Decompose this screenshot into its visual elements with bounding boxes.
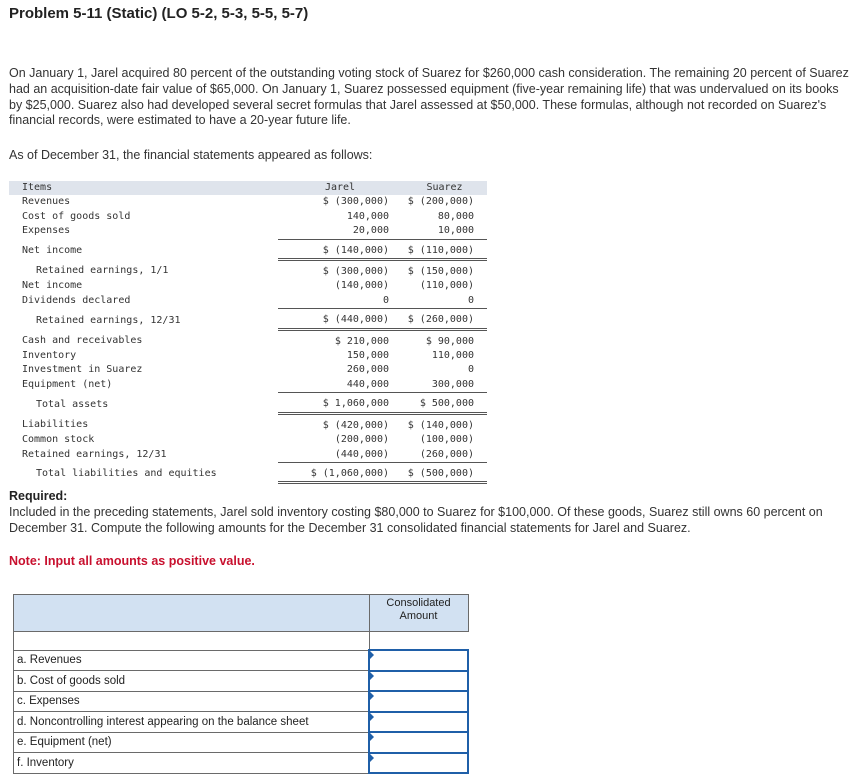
answer-row: [14, 671, 469, 692]
suarez-value: 10,000: [402, 224, 487, 239]
answer-label: e. Equipment (net): [14, 732, 370, 753]
suarez-value: 300,000: [402, 378, 487, 393]
answer-cell: [369, 650, 468, 671]
table-row: [9, 462, 487, 482]
row-label: Retained earnings, 12/31: [22, 448, 167, 460]
row-label: Net income: [22, 280, 83, 292]
answer-row: [14, 712, 469, 733]
revenues-input[interactable]: [370, 651, 467, 670]
table-row: [9, 260, 487, 280]
jarel-value: 260,000: [346, 364, 389, 376]
cost-of-goods-sold-input[interactable]: [370, 672, 467, 691]
suarez-value: $ 90,000: [425, 335, 474, 347]
row-label: Expenses: [22, 225, 71, 237]
answer-label: a. Revenues: [14, 650, 370, 671]
row-label: Liabilities: [22, 418, 89, 430]
answer-cell: [369, 691, 468, 712]
row-label: Dividends declared: [22, 295, 131, 307]
table-row: [9, 309, 487, 329]
input-marker-icon: [369, 671, 374, 681]
table-row: [9, 393, 487, 413]
noncontrolling-interest-input[interactable]: [370, 713, 467, 732]
jarel-value: $ (1,060,000): [278, 462, 402, 482]
table-row: [9, 329, 487, 349]
answer-header-blank: [14, 595, 370, 632]
jarel-value: $ (440,000): [278, 309, 402, 329]
row-label: Equipment (net): [22, 379, 113, 391]
table-row: [9, 239, 487, 259]
as-of-text: As of December 31, the financial statements appeared as follows:: [9, 148, 373, 162]
row-label: Cash and receivables: [22, 334, 143, 346]
jarel-value: (140,000): [334, 280, 389, 292]
suarez-value: 80,000: [437, 210, 474, 222]
input-marker-icon: [369, 753, 374, 763]
table-row: [9, 433, 487, 447]
jarel-value: $ (140,000): [278, 239, 402, 259]
row-label: Revenues: [22, 196, 71, 208]
jarel-value: 150,000: [346, 350, 389, 362]
suarez-value: $ (500,000): [402, 462, 487, 482]
row-label: Retained earnings, 1/1: [36, 265, 169, 277]
jarel-value: 0: [278, 294, 402, 309]
problem-intro: On January 1, Jarel acquired 80 percent of the outstanding voting stock of Suarez for $260,000 cash consideration. The remaining 20 percent of Suarez had an acquisition-date fair value of $65,000. On January 1, Suarez possessed equipment (five-year remaining life) that was undervalued on its books by $25,000. Suarez also had developed several secret formulas that Jarel assessed at $50,000. These formulas, although not recorded on Suarez's financial records, were estimated to have a 20-year future life.: [9, 66, 849, 128]
answer-header-row: [14, 595, 469, 632]
required-text: Included in the preceding statements, Jarel sold inventory costing $80,000 to Suarez for $100,000. Of these goods, Suarez still owns 60 percent on December 31. Compute the following amounts for the December 31 consolidated financial statements for Jarel and Suarez.: [9, 505, 823, 535]
answer-table: [13, 594, 469, 774]
table-row: [9, 448, 487, 463]
input-marker-icon: [369, 732, 374, 742]
answer-cell: [369, 712, 468, 733]
table-row: [9, 363, 487, 377]
consolidated-amount-header: Consolidated Amount: [369, 595, 468, 632]
jarel-value: $ 1,060,000: [278, 393, 402, 413]
equipment-input[interactable]: [370, 733, 467, 752]
answer-label: f. Inventory: [14, 753, 370, 774]
answer-row: [14, 753, 469, 774]
answer-row: [14, 650, 469, 671]
financial-statements-table: [9, 181, 487, 484]
suarez-value: $ (150,000): [407, 266, 474, 278]
answer-cell: [369, 753, 468, 774]
answer-label: d. Noncontrolling interest appearing on the balance sheet: [14, 712, 370, 733]
jarel-value: 440,000: [278, 378, 402, 393]
answer-cell: [369, 732, 468, 753]
jarel-value: $ (420,000): [322, 419, 389, 431]
table-row: [9, 378, 487, 393]
row-label: Total assets: [36, 398, 109, 410]
jarel-value: (440,000): [278, 448, 402, 463]
note-text: Note: Input all amounts as positive value.: [9, 554, 255, 568]
suarez-header: Suarez: [402, 181, 487, 195]
answer-label: b. Cost of goods sold: [14, 671, 370, 692]
problem-title: Problem 5-11 (Static) (LO 5-2, 5-3, 5-5, 5-7): [9, 5, 309, 22]
items-header: Items: [9, 181, 278, 195]
suarez-value: $ (140,000): [407, 419, 474, 431]
jarel-header: Jarel: [278, 181, 402, 195]
input-marker-icon: [369, 691, 374, 701]
table-header-row: [9, 181, 487, 195]
inventory-input[interactable]: [370, 754, 467, 773]
row-label: Common stock: [22, 434, 95, 446]
row-label: Cost of goods sold: [22, 210, 131, 222]
input-marker-icon: [369, 712, 374, 722]
jarel-value: $ (300,000): [322, 196, 389, 208]
suarez-value: (100,000): [419, 434, 474, 446]
table-row: [9, 210, 487, 224]
row-label: Net income: [22, 245, 83, 257]
suarez-value: (260,000): [402, 448, 487, 463]
input-marker-icon: [369, 650, 374, 660]
row-label: Retained earnings, 12/31: [36, 314, 181, 326]
suarez-value: $ (110,000): [402, 239, 487, 259]
suarez-value: 0: [467, 364, 474, 376]
suarez-value: 110,000: [431, 350, 474, 362]
jarel-value: 140,000: [346, 210, 389, 222]
jarel-value: 20,000: [278, 224, 402, 239]
table-row: [9, 294, 487, 309]
table-row: [9, 279, 487, 293]
answer-row: [14, 691, 469, 712]
row-label: Total liabilities and equities: [36, 468, 217, 480]
answer-label: c. Expenses: [14, 691, 370, 712]
suarez-value: $ (260,000): [402, 309, 487, 329]
table-row: [9, 195, 487, 209]
table-row: [9, 224, 487, 239]
answer-row: [14, 732, 469, 753]
jarel-value: (200,000): [334, 434, 389, 446]
jarel-value: $ (300,000): [322, 266, 389, 278]
row-label: Investment in Suarez: [22, 364, 143, 376]
table-row: [9, 349, 487, 363]
suarez-value: $ (200,000): [407, 196, 474, 208]
required-heading: Required:: [9, 489, 68, 503]
answer-spacer-row: [14, 632, 469, 651]
suarez-value: 0: [402, 294, 487, 309]
row-label: Inventory: [22, 350, 77, 362]
expenses-input[interactable]: [370, 692, 467, 711]
answer-cell: [369, 671, 468, 692]
jarel-value: $ 210,000: [334, 335, 389, 347]
suarez-value: $ 500,000: [402, 393, 487, 413]
table-row: [9, 413, 487, 433]
suarez-value: (110,000): [419, 280, 474, 292]
